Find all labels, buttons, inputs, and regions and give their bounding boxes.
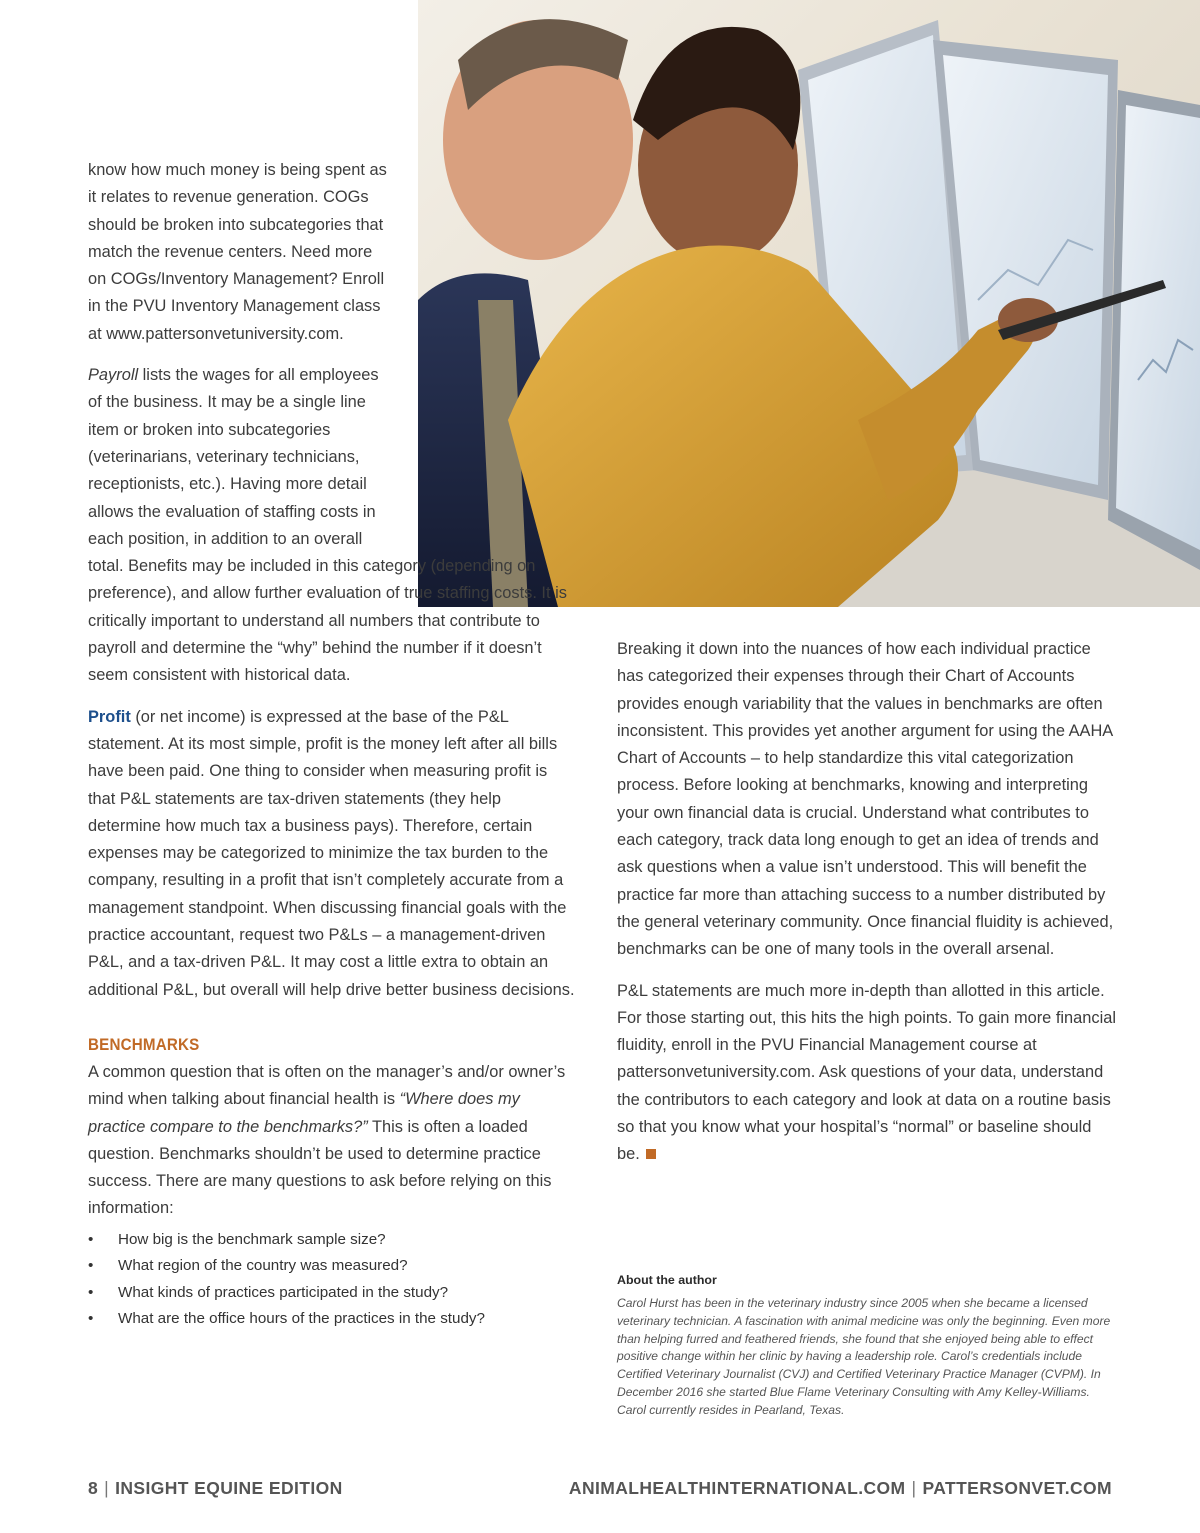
about-author-box	[617, 1273, 1117, 1420]
payroll-term: Payroll	[88, 366, 139, 385]
bullet-icon: •	[88, 1257, 94, 1275]
benchmark-questions-list	[88, 1227, 578, 1333]
list-item	[88, 1227, 578, 1254]
benchmarks-paragraph	[88, 1059, 578, 1223]
benchmarks-text-1: A common question that is often on the manager’s and/or owner’s mind when talking about financial health is	[88, 1062, 566, 1109]
profit-paragraph	[88, 704, 578, 1004]
footer-right	[569, 1478, 1112, 1504]
profit-term: Profit	[88, 707, 131, 726]
footer-link-pattersonvet[interactable]: PATTERSONVET.COM	[922, 1478, 1112, 1498]
about-author-text: Carol Hurst has been in the veterinary industry since 2005 when she became a licensed veterinary technician. A fascination with animal medicine was only the beginning. Even more than helping furred and feathered friends, she found that she enjoyed being able to effect positive change within her clinic by having a leadership role. Carol’s credentials include Certified Veterinary Journalist (CVJ) and Certified Veterinary Practice Manager (CVPM). In December 2016 she started Blue Flame Veterinary Consulting with Amy Kelley-Williams. Carol currently resides in Pearland, Texas.	[617, 1296, 1111, 1417]
list-item-text: How big is the benchmark sample size?	[118, 1230, 386, 1248]
payroll-narrow-text: lists the wages for all employees of the business. It may be a single line item or broken into subcategories (veterinarians, veterinary technicians, receptionists, etc.). Having more detail allows the evaluation of staffing costs in each position, in addition to an overall	[88, 366, 379, 548]
page-number: 8	[88, 1478, 99, 1498]
list-item	[88, 1306, 578, 1333]
closing-paragraph	[617, 978, 1117, 1169]
bullet-icon: •	[88, 1310, 94, 1328]
footer-separator: |	[104, 1478, 110, 1498]
bullet-icon: •	[88, 1283, 94, 1301]
bullet-icon: •	[88, 1230, 94, 1248]
list-item-text: What region of the country was measured?	[118, 1257, 408, 1275]
benchmarks-heading: BENCHMARKS	[88, 1035, 200, 1054]
payroll-paragraph	[88, 362, 578, 690]
benchmarks-quote: “Where does my practice compare to the benchmarks?”	[88, 1090, 520, 1136]
payroll-wide-text: total. Benefits may be included in this category (depending on preference), and allow further evaluation of true staffing costs. It is critically important to understand all numbers that contribute to payroll and determine the “why” behind the number if it doesn’t seem consistent with historical data.	[88, 557, 567, 685]
end-of-article-icon	[646, 1149, 656, 1159]
footer-left	[88, 1478, 343, 1504]
list-item	[88, 1280, 578, 1307]
footer-link-animalhealth[interactable]: ANIMALHEALTHINTERNATIONAL.COM	[568, 1478, 906, 1498]
profit-text: (or net income) is expressed at the base of the P&L statement. At its most simple, profit is the money left after all bills have been paid. One thing to consider when measuring profit is that P&L statements are tax-driven statements (they help determine how much tax a business pays). Therefore, certain expenses may be categorized to minimize the tax burden to the company, resulting in a profit that isn’t completely accurate from a management standpoint. When discussing financial goals with the practice accountant, request two P&Ls – a management-driven P&L, and a tax-driven P&L. It may cost a little extra to obtain an additional P&L, but overall will help drive better business decisions.	[88, 707, 575, 999]
cogs-paragraph: know how much money is being spent as it relates to revenue generation. COGs should be broken into subcategories that match the revenue centers. Need more on COGs/Inventory Management? Enroll in the PVU Inventory Management class at www.pattersonvetuniversity.com.	[88, 161, 387, 343]
right-column	[617, 636, 1117, 1169]
footer-separator: |	[911, 1478, 917, 1498]
list-item	[88, 1253, 578, 1280]
publication-name: INSIGHT EQUINE EDITION	[115, 1478, 343, 1498]
benchmarks-text-2: This is often a loaded question. Benchmarks shouldn’t be used to determine practice success. There are many questions to ask before relying on this information:	[88, 1117, 552, 1218]
benchmarks-variability-paragraph: Breaking it down into the nuances of how each individual practice has categorized their expenses through their Chart of Accounts provides enough variability that the values in benchmarks are often inconsistent. This provides yet another argument for using the AAHA Chart of Accounts – to help standardize this vital categorization process. Before looking at benchmarks, knowing and interpreting your own financial data is crucial. Understand what contributes to each category, track data long enough to get an idea of trends and ask questions when a value isn’t understood. This will benefit the practice far more than attaching success to a number distributed by the general veterinary community. Once financial fluidity is achieved, benchmarks can be one of many tools in the overall arsenal.	[617, 640, 1114, 959]
list-item-text: What are the office hours of the practices in the study?	[118, 1310, 485, 1328]
about-author-title: About the author	[617, 1273, 717, 1287]
left-column	[88, 157, 578, 1333]
list-item-text: What kinds of practices participated in the study?	[118, 1283, 449, 1301]
payroll-narrow-block	[88, 362, 388, 553]
closing-text: P&L statements are much more in-depth than allotted in this article. For those starting out, this hits the high points. To gain more financial fluidity, enroll in the PVU Financial Management course at pattersonvetuniversity.com. Ask questions of your data, understand the contributors to each category and look at data on a routine basis so that you know what your hospital’s “normal” or baseline should be.	[617, 981, 1116, 1164]
